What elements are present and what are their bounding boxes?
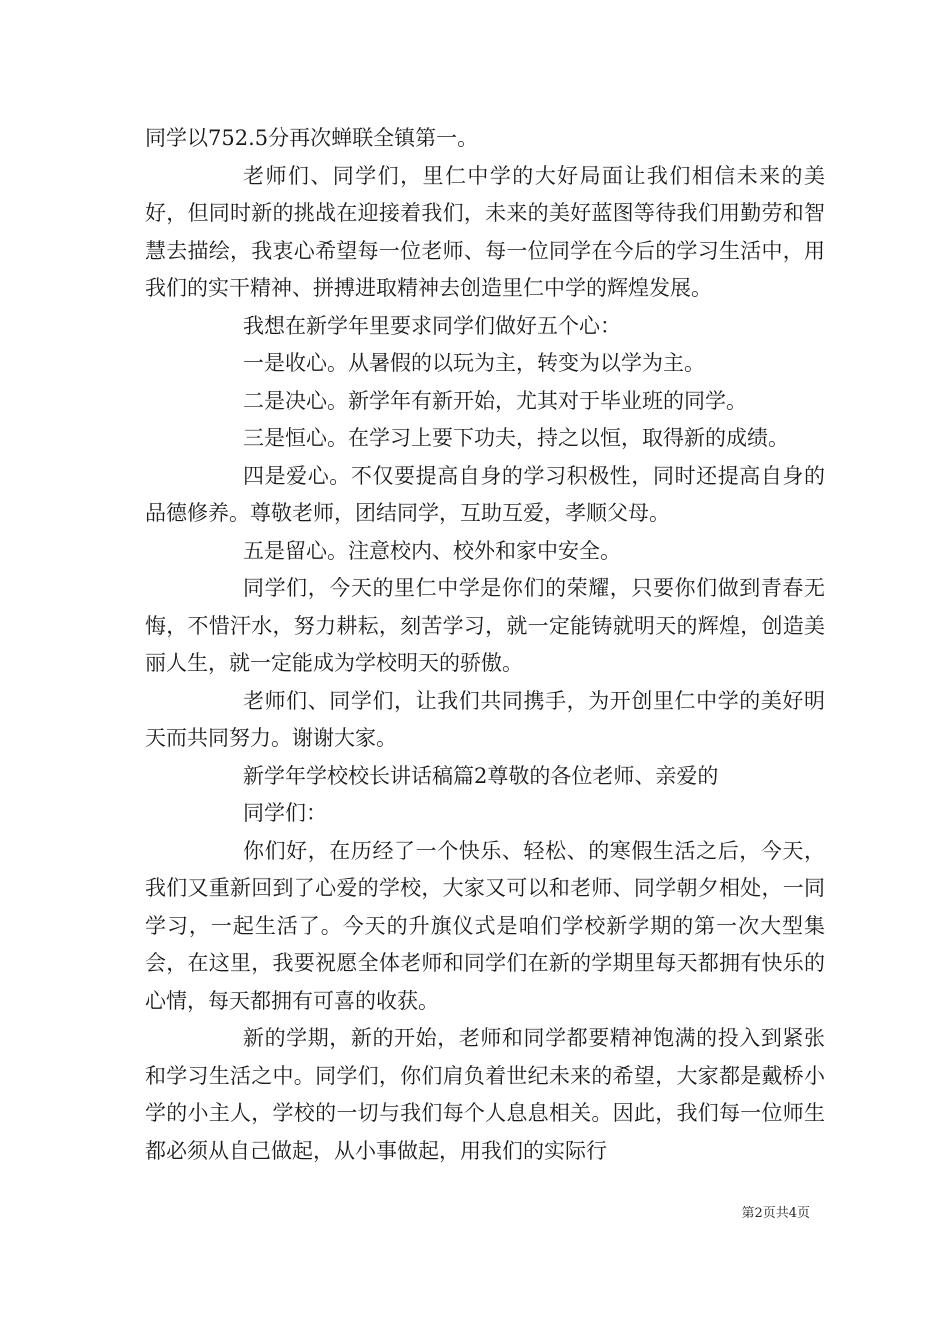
paragraph-3: 我想在新学年里要求同学们做好五个心： [243, 313, 621, 338]
paragraph-10: 老师们、同学们，让我们共同携手，为开创里仁中学的美好明天而共同努力。谢谢大家。 [145, 688, 825, 750]
page-number-footer: 第2页共4页 [741, 1206, 810, 1221]
paragraph-5: 二是决心。新学年有新开始，尤其对于毕业班的同学。 [243, 388, 747, 413]
paragraph-4: 一是收心。从暑假的以玩为主，转变为以学为主。 [243, 351, 705, 375]
paragraph-11-heading: 新学年学校校长讲话稿篇2尊敬的各位老师、亲爱的 [243, 763, 719, 788]
paragraph-1: 同学以752.5分再次蝉联全镇第一。 [145, 126, 479, 150]
paragraph-6: 三是恒心。在学习上要下功夫，持之以恒，取得新的成绩。 [243, 426, 789, 450]
paragraph-14: 新的学期，新的开始，老师和同学都要精神饱满的投入到紧张和学习生活之中。同学们，你们肩负着世纪未来的希望，大家都是戴桥小学的小主人，学校的一切与我们每个人息息相关。因此，我们每一位师生都必须从自己做起，从小事做起，用我们的实际行 [145, 1026, 825, 1163]
document-body [145, 120, 825, 1170]
paragraph-9: 同学们，今天的里仁中学是你们的荣耀，只要你们做到青春无悔，不惜汗水，努力耕耘，刻苦学习，就一定能铸就明天的辉煌，创造美丽人生，就一定能成为学校明天的骄傲。 [145, 576, 825, 675]
paragraph-2: 老师们、同学们，里仁中学的大好局面让我们相信未来的美好，但同时新的挑战在迎接着我们，未来的美好蓝图等待我们用勤劳和智慧去描绘，我衷心希望每一位老师、每一位同学在今后的学习生活中，用我们的实干精神、拼搏进取精神去创造里仁中学的辉煌发展。 [145, 163, 825, 300]
paragraph-13: 你们好，在历经了一个快乐、轻松、的寒假生活之后，今天，我们又重新回到了心爱的学校，大家又可以和老师、同学朝夕相处，一同学习，一起生活了。今天的升旗仪式是咱们学校新学期的第一次大型集会，在这里，我要祝愿全体老师和同学们在新的学期里每天都拥有快乐的心情，每天都拥有可喜的收获。 [145, 838, 825, 1013]
paragraph-8: 五是留心。注意校内、校外和家中安全。 [243, 538, 621, 563]
paragraph-12-salutation: 同学们： [243, 801, 327, 825]
paragraph-7: 四是爱心。不仅要提高自身的学习积极性，同时还提高自身的品德修养。尊敬老师，团结同学，互助互爱，孝顺父母。 [145, 463, 825, 525]
